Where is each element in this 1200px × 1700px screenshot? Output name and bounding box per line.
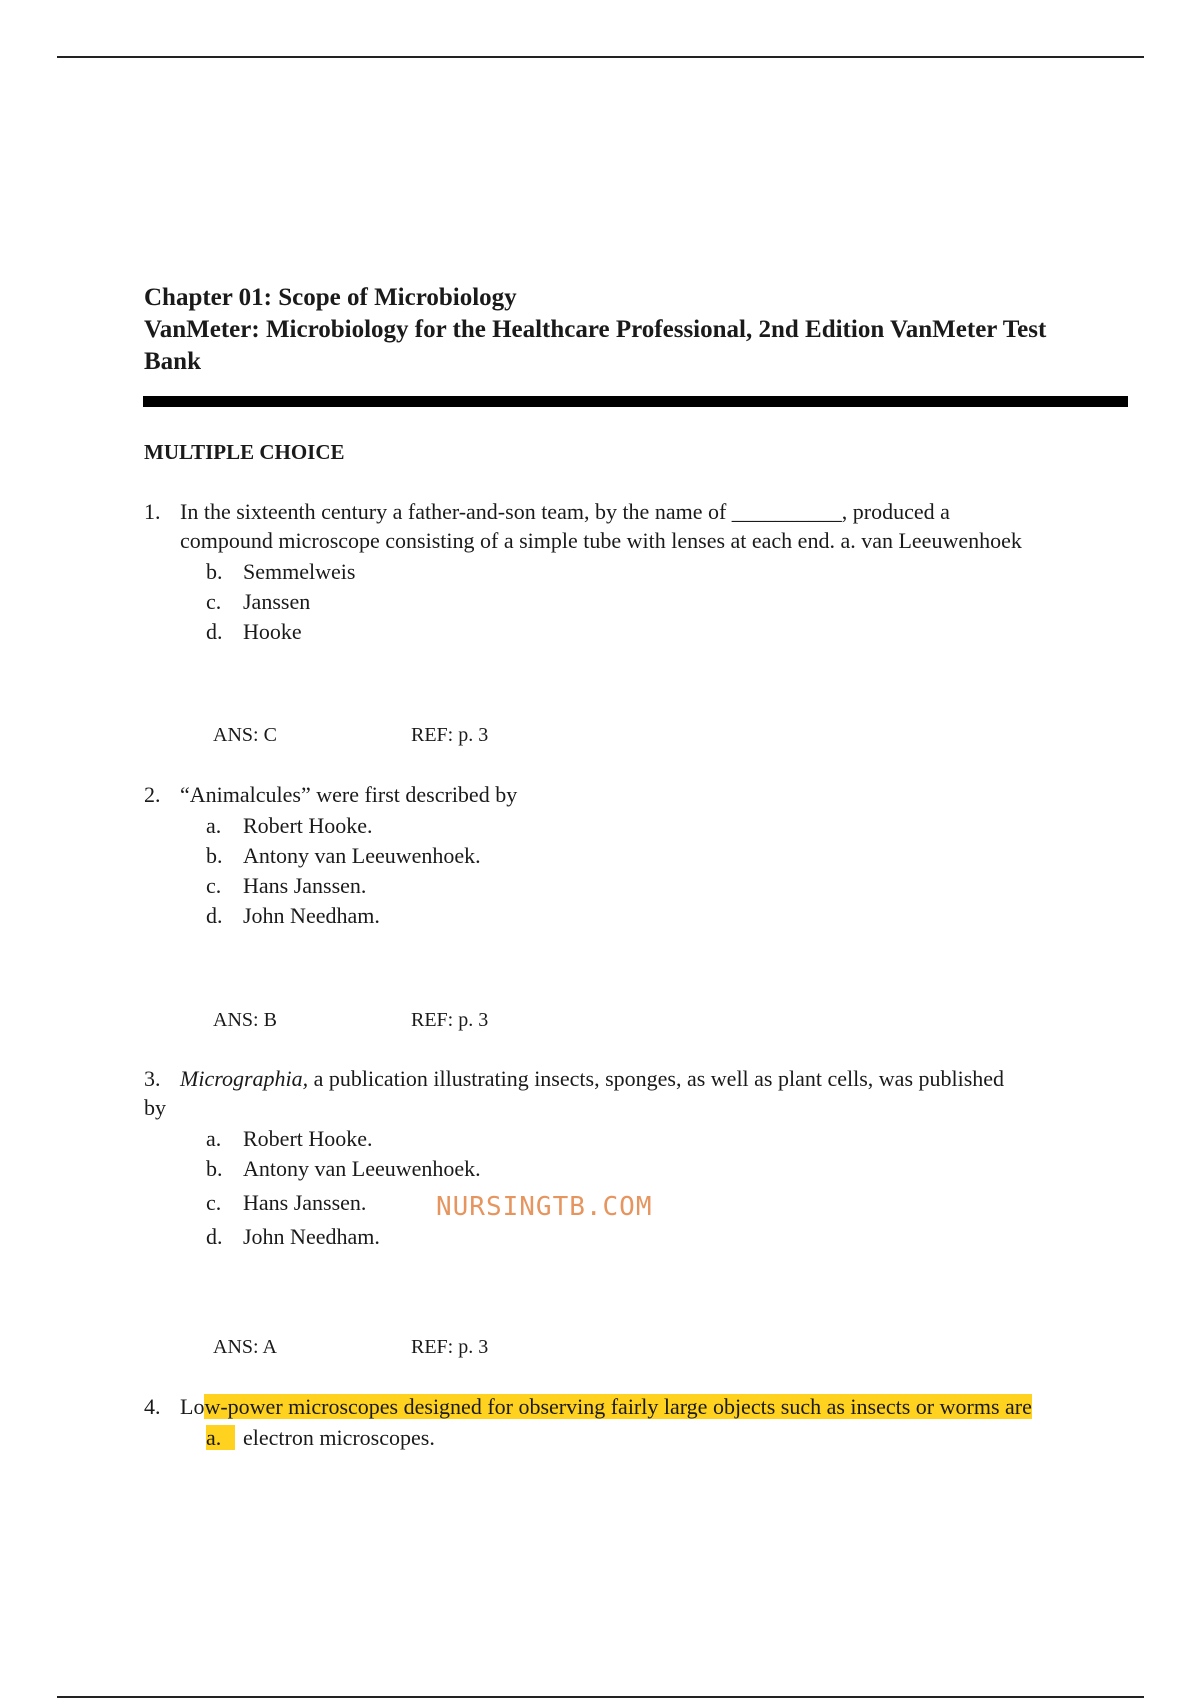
page-reference: REF: p. 3 [411,1009,489,1031]
option-letter: b. [206,558,223,584]
question-stem: “Animalcules” were first described by [180,782,518,807]
option-text: Semmelweis [243,558,356,584]
options-list [206,1422,1124,1452]
question-stem-continued: by [144,1095,166,1120]
option-text: John Needham. [243,902,380,928]
option-letter: c. [206,588,222,614]
option-text: Hans Janssen. [243,872,367,898]
option-c [206,1183,1124,1221]
option-text: Robert Hooke. [243,1125,373,1151]
option-text: Antony van Leeuwenhoek. [243,1155,481,1181]
option-letter: d. [206,618,223,644]
option-letter: d. [206,1223,223,1249]
option-a [206,1123,1124,1153]
option-text: Hooke [243,618,302,644]
book-title-continued: Bank [144,348,201,375]
option-letter: b. [206,1155,223,1181]
publication-title: Micrographia, [180,1066,309,1091]
document-header [144,282,1104,378]
answer-key: ANS: C [213,724,277,746]
bottom-page-rule [57,1696,1144,1698]
top-page-rule [57,56,1144,58]
option-text: electron microscopes. [243,1424,435,1450]
option-d [206,1221,1124,1251]
answer-key: ANS: A [213,1336,277,1358]
book-title: VanMeter: Microbiology for the Healthcare Professional, 2nd Edition VanMeter Test [144,316,1047,343]
question-stem: In the sixteenth century a father-and-son team, by the name of __________, produced a [180,499,950,524]
option-b [206,840,1124,870]
question-2 [144,780,1124,930]
option-b [206,556,1124,586]
option-d [206,900,1124,930]
highlighted-letter: a. [206,1425,235,1450]
question-number: 2. [144,782,161,807]
option-a [206,1422,1124,1452]
option-text: Robert Hooke. [243,812,373,838]
options-list [206,1123,1124,1251]
question-1 [144,497,1124,646]
question-stem-continued: compound microscope consisting of a simple tube with lenses at each end. a. van Leeuwenhoek [180,528,1022,553]
question-3 [144,1064,1124,1251]
answer-row-2 [213,1009,489,1032]
option-letter: d. [206,902,223,928]
chapter-title: Chapter 01: Scope of Microbiology [144,284,517,311]
answer-key: ANS: B [213,1009,277,1031]
question-stem [180,1392,1124,1421]
options-list [206,556,1124,646]
highlighted-text: w-power microscopes designed for observing fairly large objects such as insects or worms are [204,1394,1032,1419]
option-text: Janssen [243,588,311,614]
option-a [206,810,1124,840]
option-letter: b. [206,842,223,868]
option-letter: a. [206,1125,222,1151]
option-text: Hans Janssen. [243,1189,367,1215]
option-c [206,586,1124,616]
option-letter [206,1423,243,1452]
page-reference: REF: p. 3 [411,724,489,746]
answer-row-1 [213,724,489,747]
option-letter: c. [206,872,222,898]
question-number: 1. [144,499,161,524]
option-letter: c. [206,1189,222,1215]
option-d [206,616,1124,646]
answer-row-3 [213,1336,489,1359]
question-stem-text: Lo [180,1394,205,1419]
page-reference: REF: p. 3 [411,1336,489,1358]
option-c [206,870,1124,900]
section-title: MULTIPLE CHOICE [144,440,345,464]
header-divider [143,396,1128,407]
option-text: Antony van Leeuwenhoek. [243,842,481,868]
option-letter: a. [206,812,222,838]
option-text: John Needham. [243,1223,380,1249]
question-number: 3. [144,1066,161,1091]
question-stem [180,1064,1124,1093]
question-number: 4. [144,1394,161,1419]
question-4 [144,1392,1124,1452]
question-stem-text: a publication illustrating insects, sponges, as well as plant cells, was published [308,1066,1005,1091]
option-b [206,1153,1124,1183]
options-list [206,810,1124,930]
watermark-text: NURSINGTB.COM [436,1192,653,1222]
